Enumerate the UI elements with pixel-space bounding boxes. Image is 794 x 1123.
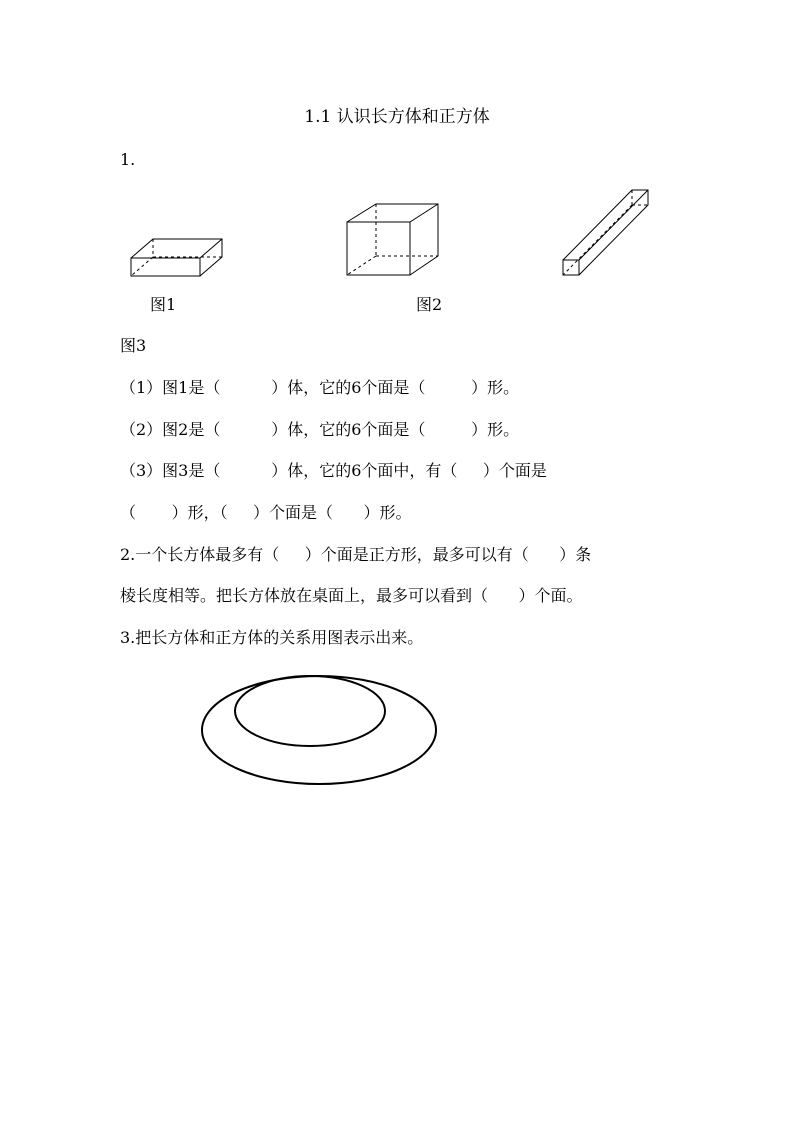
figure-1-label: 图1 (150, 295, 177, 314)
question-3-text: 3.把长方体和正方体的关系用图表示出来。 (120, 628, 424, 647)
inner-ellipse (235, 676, 385, 746)
question-1-number: 1. (120, 150, 136, 169)
question-1-part-3: （3）图3是（ ）体，它的6个面中，有（ ）个面是 (120, 461, 547, 480)
question-1-part-1: （1）图1是（ ）体，它的6个面是（ ）形。 (120, 378, 520, 397)
question-1-part-3-continued: （ ）形，（ ）个面是（ ）形。 (120, 503, 412, 522)
figure-3-label: 图3 (120, 336, 147, 355)
figure-2-label: 图2 (416, 295, 443, 314)
outer-ellipse (202, 676, 436, 784)
question-1-part-2: （2）图2是（ ）体，它的6个面是（ ）形。 (120, 420, 520, 439)
page-title: 1.1 认识长方体和正方体 (304, 107, 490, 127)
question-2-line-1: 2.一个长方体最多有（ ）个面是正方形，最多可以有（ ）条 (120, 545, 592, 564)
question-2-line-2: 棱长度相等。把长方体放在桌面上，最多可以看到（ ）个面。 (120, 586, 583, 605)
